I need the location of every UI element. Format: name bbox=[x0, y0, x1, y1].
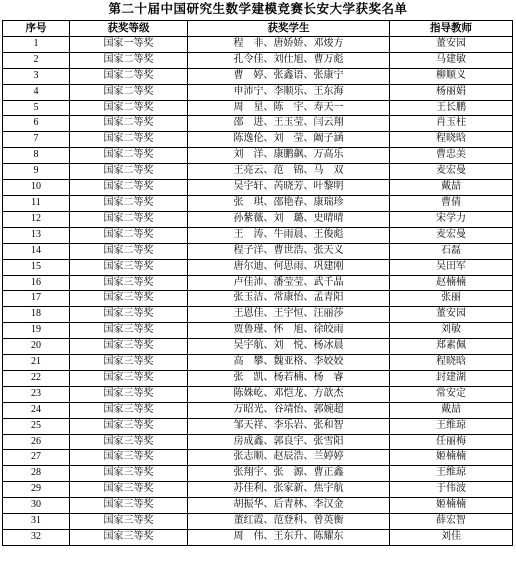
cell-level: 国家三等奖 bbox=[70, 370, 188, 386]
cell-students: 邹天祥、李乐岩、张和智 bbox=[188, 418, 390, 434]
cell-no: 26 bbox=[3, 434, 70, 450]
cell-advisor: 戴喆 bbox=[390, 180, 513, 196]
table-row bbox=[3, 243, 513, 259]
table-row bbox=[3, 84, 513, 100]
cell-students: 王 涛、牛雨晨、王俊彪 bbox=[188, 227, 390, 243]
cell-advisor: 程晓晗 bbox=[390, 355, 513, 371]
cell-no: 20 bbox=[3, 339, 70, 355]
cell-level: 国家三等奖 bbox=[70, 259, 188, 275]
cell-students: 王亮云、范 锦、马 双 bbox=[188, 164, 390, 180]
cell-level: 国家二等奖 bbox=[70, 148, 188, 164]
table-row bbox=[3, 339, 513, 355]
cell-no: 29 bbox=[3, 482, 70, 498]
cell-no: 1 bbox=[3, 36, 70, 52]
cell-students: 张翔宇、张 源、曹正鑫 bbox=[188, 466, 390, 482]
cell-level: 国家一等奖 bbox=[70, 36, 188, 52]
cell-level: 国家二等奖 bbox=[70, 211, 188, 227]
header-row bbox=[3, 21, 513, 37]
cell-advisor: 曹倩 bbox=[390, 195, 513, 211]
cell-students: 张志顺、赵辰浩、兰婷婷 bbox=[188, 450, 390, 466]
cell-no: 8 bbox=[3, 148, 70, 164]
cell-no: 15 bbox=[3, 259, 70, 275]
cell-advisor: 王维琼 bbox=[390, 466, 513, 482]
cell-students: 唐尔迪、何思雨、巩建刚 bbox=[188, 259, 390, 275]
cell-advisor: 于伟波 bbox=[390, 482, 513, 498]
cell-level: 国家二等奖 bbox=[70, 243, 188, 259]
cell-advisor: 刘敏 bbox=[390, 323, 513, 339]
cell-level: 国家二等奖 bbox=[70, 68, 188, 84]
cell-students: 张 凯、杨若楠、杨 睿 bbox=[188, 370, 390, 386]
cell-no: 7 bbox=[3, 132, 70, 148]
header-advisor: 指导教师 bbox=[390, 21, 513, 37]
cell-students: 吴宇轩、芮晓芳、叶黎明 bbox=[188, 180, 390, 196]
cell-students: 陈姝屹、邓恺龙、方歆杰 bbox=[188, 386, 390, 402]
cell-no: 22 bbox=[3, 370, 70, 386]
cell-level: 国家三等奖 bbox=[70, 323, 188, 339]
cell-advisor: 肖玉柱 bbox=[390, 116, 513, 132]
table-row bbox=[3, 291, 513, 307]
cell-no: 2 bbox=[3, 52, 70, 68]
cell-students: 吴宇航、刘 悦、杨冰晨 bbox=[188, 339, 390, 355]
cell-no: 25 bbox=[3, 418, 70, 434]
table-row bbox=[3, 132, 513, 148]
cell-level: 国家三等奖 bbox=[70, 402, 188, 418]
table-row bbox=[3, 211, 513, 227]
document-title: 第二十届中国研究生数学建模竞赛长安大学获奖名单 bbox=[108, 1, 408, 16]
header-level: 获奖等级 bbox=[70, 21, 188, 37]
cell-advisor: 王维琼 bbox=[390, 418, 513, 434]
cell-advisor: 宋学力 bbox=[390, 211, 513, 227]
cell-advisor: 吴田军 bbox=[390, 259, 513, 275]
table-row bbox=[3, 68, 513, 84]
cell-advisor: 曹忠美 bbox=[390, 148, 513, 164]
cell-students: 孙紫薇、刘 璐、史晴晴 bbox=[188, 211, 390, 227]
table-row bbox=[3, 418, 513, 434]
cell-no: 17 bbox=[3, 291, 70, 307]
cell-advisor: 麦宏曼 bbox=[390, 164, 513, 180]
cell-students: 贾鲁瑾、怀 旭、徐皎雨 bbox=[188, 323, 390, 339]
cell-advisor: 赵楠楠 bbox=[390, 275, 513, 291]
cell-level: 国家二等奖 bbox=[70, 84, 188, 100]
cell-level: 国家三等奖 bbox=[70, 307, 188, 323]
table-row bbox=[3, 148, 513, 164]
table-body bbox=[3, 36, 513, 545]
cell-advisor: 戴喆 bbox=[390, 402, 513, 418]
cell-level: 国家二等奖 bbox=[70, 180, 188, 196]
cell-level: 国家三等奖 bbox=[70, 386, 188, 402]
cell-advisor: 董安园 bbox=[390, 36, 513, 52]
table-row bbox=[3, 386, 513, 402]
table-row bbox=[3, 164, 513, 180]
cell-students: 周 伟、王东升、陈耀东 bbox=[188, 530, 390, 546]
cell-advisor: 麦宏曼 bbox=[390, 227, 513, 243]
cell-students: 申沛宁、李顺乐、王东海 bbox=[188, 84, 390, 100]
cell-no: 16 bbox=[3, 275, 70, 291]
cell-level: 国家二等奖 bbox=[70, 116, 188, 132]
cell-advisor: 董安园 bbox=[390, 307, 513, 323]
cell-advisor: 张丽 bbox=[390, 291, 513, 307]
table-row bbox=[3, 116, 513, 132]
cell-students: 程子洋、曹世浩、张天义 bbox=[188, 243, 390, 259]
table-row bbox=[3, 36, 513, 52]
cell-no: 32 bbox=[3, 530, 70, 546]
cell-level: 国家三等奖 bbox=[70, 466, 188, 482]
cell-no: 30 bbox=[3, 498, 70, 514]
cell-level: 国家二等奖 bbox=[70, 132, 188, 148]
table-row bbox=[3, 466, 513, 482]
table-row bbox=[3, 259, 513, 275]
table-row bbox=[3, 530, 513, 546]
table-header bbox=[3, 21, 513, 37]
cell-level: 国家三等奖 bbox=[70, 275, 188, 291]
table-row bbox=[3, 355, 513, 371]
table-row bbox=[3, 482, 513, 498]
table-row bbox=[3, 180, 513, 196]
table-row bbox=[3, 52, 513, 68]
cell-no: 31 bbox=[3, 514, 70, 530]
award-table bbox=[2, 20, 513, 546]
cell-advisor: 柳顺义 bbox=[390, 68, 513, 84]
cell-students: 张玉洁、常康怡、孟青阳 bbox=[188, 291, 390, 307]
cell-level: 国家二等奖 bbox=[70, 195, 188, 211]
cell-level: 国家二等奖 bbox=[70, 52, 188, 68]
cell-no: 24 bbox=[3, 402, 70, 418]
cell-advisor: 杨丽娟 bbox=[390, 84, 513, 100]
cell-no: 28 bbox=[3, 466, 70, 482]
cell-students: 胡振华、后青林、李汉金 bbox=[188, 498, 390, 514]
cell-no: 5 bbox=[3, 100, 70, 116]
cell-advisor: 马建敏 bbox=[390, 52, 513, 68]
cell-advisor: 石磊 bbox=[390, 243, 513, 259]
cell-advisor: 薛宏智 bbox=[390, 514, 513, 530]
cell-no: 18 bbox=[3, 307, 70, 323]
cell-advisor: 郑素佩 bbox=[390, 339, 513, 355]
table-row bbox=[3, 323, 513, 339]
cell-level: 国家二等奖 bbox=[70, 100, 188, 116]
cell-no: 3 bbox=[3, 68, 70, 84]
cell-level: 国家三等奖 bbox=[70, 434, 188, 450]
table-row bbox=[3, 370, 513, 386]
cell-no: 13 bbox=[3, 227, 70, 243]
cell-students: 程 非、唐娇娇、邓焌方 bbox=[188, 36, 390, 52]
header-students: 获奖学生 bbox=[188, 21, 390, 37]
cell-no: 4 bbox=[3, 84, 70, 100]
cell-level: 国家三等奖 bbox=[70, 418, 188, 434]
table-row bbox=[3, 450, 513, 466]
cell-level: 国家三等奖 bbox=[70, 498, 188, 514]
cell-no: 12 bbox=[3, 211, 70, 227]
cell-no: 19 bbox=[3, 323, 70, 339]
cell-level: 国家三等奖 bbox=[70, 339, 188, 355]
cell-no: 23 bbox=[3, 386, 70, 402]
cell-advisor: 姬楠楠 bbox=[390, 450, 513, 466]
cell-advisor: 姬楠楠 bbox=[390, 498, 513, 514]
cell-advisor: 王长鹏 bbox=[390, 100, 513, 116]
table-row bbox=[3, 514, 513, 530]
cell-no: 9 bbox=[3, 164, 70, 180]
cell-level: 国家三等奖 bbox=[70, 514, 188, 530]
cell-advisor: 刘佳 bbox=[390, 530, 513, 546]
cell-students: 孔令佳、刘仕旭、曹万彪 bbox=[188, 52, 390, 68]
cell-no: 6 bbox=[3, 116, 70, 132]
cell-students: 高 攀、魏亚格、李姣姣 bbox=[188, 355, 390, 371]
cell-students: 邵 进、王玉莹、闫云翔 bbox=[188, 116, 390, 132]
cell-students: 王恩佳、王宇恒、汪丽莎 bbox=[188, 307, 390, 323]
cell-advisor: 程晓晗 bbox=[390, 132, 513, 148]
cell-advisor: 封建湖 bbox=[390, 370, 513, 386]
cell-students: 苏佳利、张家新、焦宇航 bbox=[188, 482, 390, 498]
cell-advisor: 任丽梅 bbox=[390, 434, 513, 450]
cell-students: 万昭光、谷靖怡、郭婉超 bbox=[188, 402, 390, 418]
cell-no: 27 bbox=[3, 450, 70, 466]
cell-students: 房成鑫、郭良宇、张雪阳 bbox=[188, 434, 390, 450]
table-row bbox=[3, 195, 513, 211]
cell-no: 10 bbox=[3, 180, 70, 196]
table-row bbox=[3, 275, 513, 291]
cell-no: 14 bbox=[3, 243, 70, 259]
table-row bbox=[3, 227, 513, 243]
cell-level: 国家二等奖 bbox=[70, 164, 188, 180]
cell-no: 11 bbox=[3, 195, 70, 211]
cell-level: 国家三等奖 bbox=[70, 530, 188, 546]
cell-level: 国家三等奖 bbox=[70, 291, 188, 307]
cell-students: 曹 婷、张鑫语、张康宁 bbox=[188, 68, 390, 84]
table-row bbox=[3, 307, 513, 323]
cell-students: 董红霞、范登科、曾英衡 bbox=[188, 514, 390, 530]
table-row bbox=[3, 498, 513, 514]
cell-advisor: 常安定 bbox=[390, 386, 513, 402]
cell-level: 国家二等奖 bbox=[70, 227, 188, 243]
cell-students: 陈逸伦、刘 莹、阚子涵 bbox=[188, 132, 390, 148]
cell-level: 国家三等奖 bbox=[70, 450, 188, 466]
table-row bbox=[3, 434, 513, 450]
cell-students: 张 琪、邵艳春、康瑞珍 bbox=[188, 195, 390, 211]
table-row bbox=[3, 100, 513, 116]
cell-no: 21 bbox=[3, 355, 70, 371]
cell-students: 周 星、陈 宇、寿天一 bbox=[188, 100, 390, 116]
cell-level: 国家三等奖 bbox=[70, 355, 188, 371]
cell-level: 国家三等奖 bbox=[70, 482, 188, 498]
cell-students: 刘 洋、康鹏飙、万高乐 bbox=[188, 148, 390, 164]
table-row bbox=[3, 402, 513, 418]
cell-students: 卢佳沛、潘莹莹、武千晶 bbox=[188, 275, 390, 291]
header-no: 序号 bbox=[3, 21, 70, 37]
